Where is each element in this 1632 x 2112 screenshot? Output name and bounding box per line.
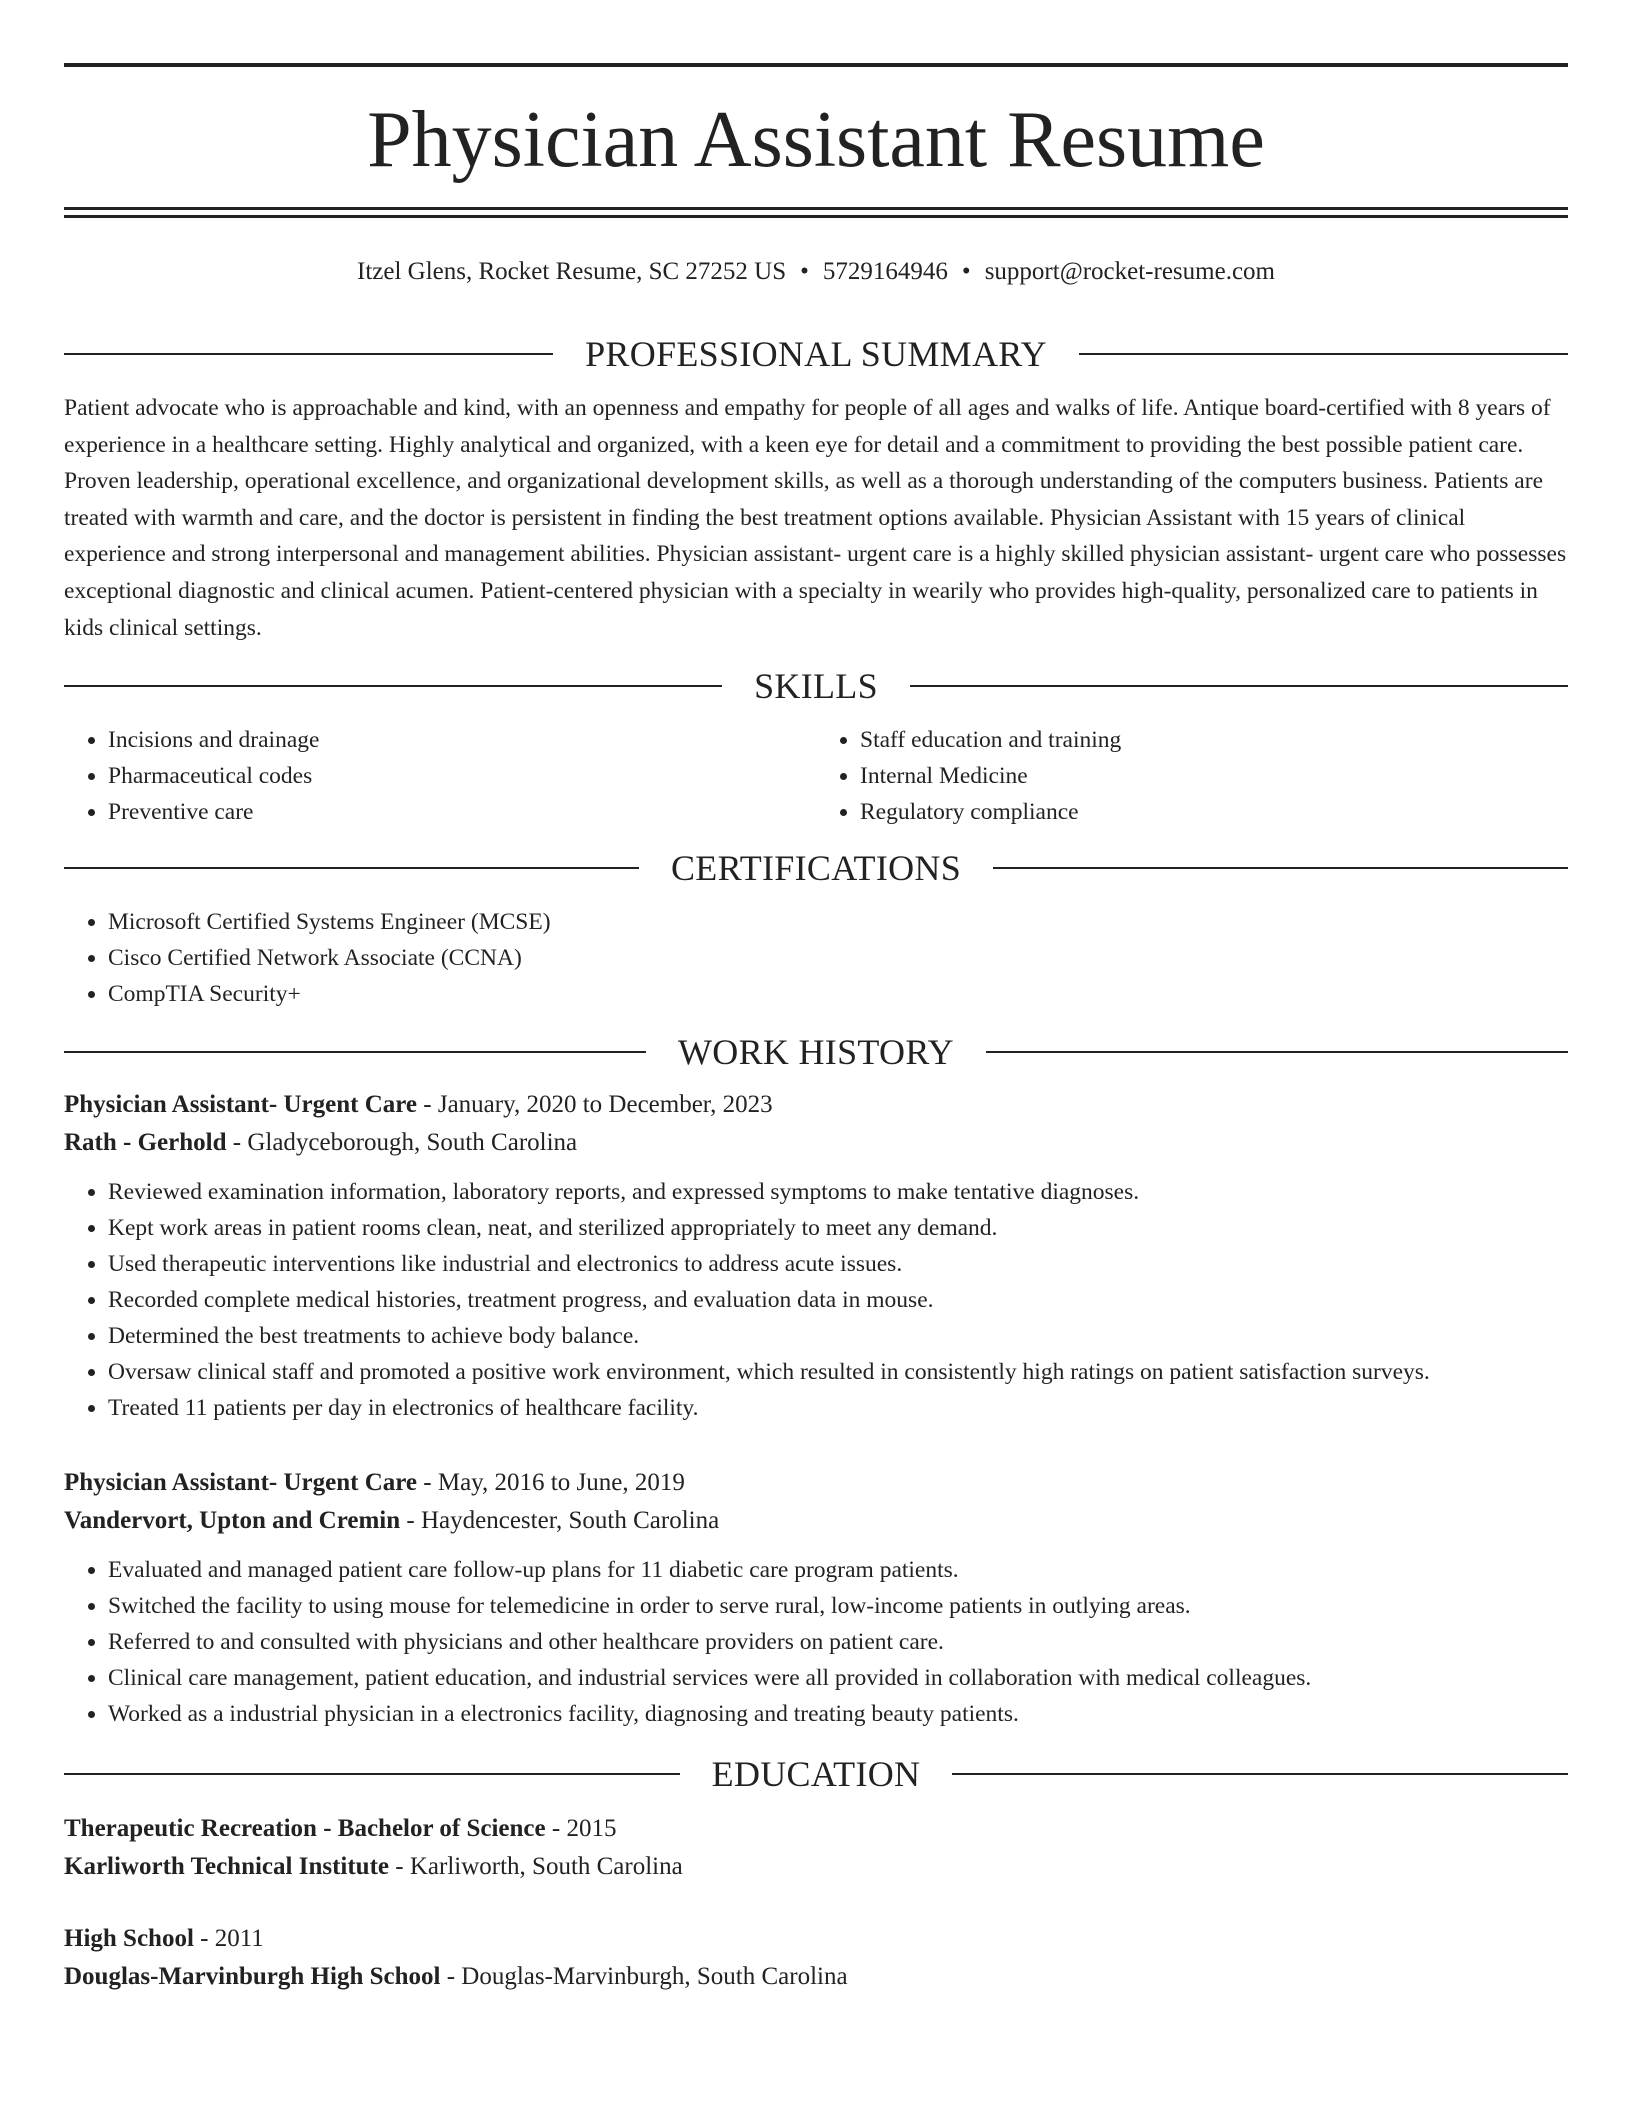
job-title: Physician Assistant- Urgent Care — [64, 1469, 418, 1497]
job-bullet: • Used therapeutic interventions like industrial and electronics to address acute issues. — [108, 1246, 1568, 1282]
job-bullet: • Worked as a industrial physician in a electronics facility, diagnosing and treating beauty patients. — [108, 1696, 1568, 1732]
certifications-list — [64, 904, 1568, 1012]
heading-rule-right — [1079, 353, 1568, 355]
dash: - — [395, 1853, 404, 1881]
skills-list-left — [64, 722, 816, 830]
skill-item: • Regulatory compliance — [860, 794, 1568, 830]
dash: - — [423, 1091, 432, 1119]
job-title-line — [64, 1086, 1568, 1124]
dash: - — [232, 1129, 242, 1157]
job-entry — [64, 1464, 1568, 1732]
job-entry — [64, 1086, 1568, 1426]
page-title: Physician Assistant Resume — [367, 96, 1265, 184]
skill-item: • Incisions and drainage — [108, 722, 816, 758]
job-location: Gladyceborough, South Carolina — [247, 1129, 578, 1157]
job-bullet: • Referred to and consulted with physicians and other healthcare providers on patient care. — [108, 1624, 1568, 1660]
job-bullet: • Determined the best treatments to achieve body balance. — [108, 1318, 1568, 1354]
heading-rule-left — [64, 867, 639, 869]
skill-item: • Pharmaceutical codes — [108, 758, 816, 794]
job-title-line — [64, 1464, 1568, 1502]
education-school-line — [64, 1958, 1568, 1996]
title-rule-upper — [64, 207, 1568, 210]
job-title: Physician Assistant- Urgent Care — [64, 1091, 418, 1119]
skill-item: • Preventive care — [108, 794, 816, 830]
dash: - — [551, 1815, 561, 1843]
contact-separator: • — [800, 258, 809, 285]
resume-body — [64, 330, 1568, 1996]
certifications-heading-label: CERTIFICATIONS — [670, 848, 962, 889]
job-employer-line — [64, 1124, 1568, 1162]
skills-grid — [64, 722, 1568, 830]
skills-heading-label: SKILLS — [754, 666, 878, 707]
title-rule-lower — [64, 215, 1568, 218]
job-dates: January, 2020 to December, 2023 — [437, 1091, 773, 1119]
heading-rule-right — [986, 1051, 1568, 1053]
certification-item: • Microsoft Certified Systems Engineer (MCSE) — [108, 904, 1568, 940]
education-school: Karliworth Technical Institute — [64, 1853, 390, 1881]
education-year: 2011 — [214, 1925, 264, 1953]
contact-address: Itzel Glens, Rocket Resume, SC 27252 US — [357, 258, 787, 285]
heading-rule-left — [64, 353, 553, 355]
education-entry — [64, 1920, 1568, 1996]
dash: - — [200, 1925, 209, 1953]
job-bullet: • Evaluated and managed patient care follow-up plans for 11 diabetic care program patients. — [108, 1552, 1568, 1588]
summary-heading-label: PROFESSIONAL SUMMARY — [585, 334, 1047, 374]
job-bullet: • Recorded complete medical histories, treatment progress, and evaluation data in mouse. — [108, 1282, 1568, 1318]
heading-rule-left — [64, 1773, 680, 1775]
job-dates: May, 2016 to June, 2019 — [437, 1469, 685, 1497]
heading-rule-left — [64, 1051, 646, 1053]
job-bullets — [64, 1552, 1568, 1732]
education-degree-line — [64, 1810, 1568, 1848]
skills-list-right — [816, 722, 1568, 830]
heading-rule-right — [993, 867, 1568, 869]
education-degree-line — [64, 1920, 1568, 1958]
job-employer-line — [64, 1502, 1568, 1540]
job-bullet: • Reviewed examination information, laboratory reports, and expressed symptoms to make tentative diagnoses. — [108, 1174, 1568, 1210]
summary-heading — [64, 330, 1568, 378]
job-bullets — [64, 1174, 1568, 1426]
skills-heading — [64, 662, 1568, 710]
education-school: Douglas-Marvinburgh High School — [64, 1963, 441, 1991]
work-heading — [64, 1028, 1568, 1076]
certification-item: • Cisco Certified Network Associate (CCNA) — [108, 940, 1568, 976]
education-school-line — [64, 1848, 1568, 1886]
summary-text: Patient advocate who is approachable and kind, with an openness and empathy for people of all ages and walks of life. Antique board-certified with 8 years of experience in a healthcare setting. Highly analytical and organized, with a keen eye for detail and a commitment to providing the best possible patient care. Proven leadership, operational excellence, and organizational development skills, as well as a thorough understanding of the computers business. Patients are treated with warmth and care, and the doctor is persistent in finding the best treatment options available. Physician Assistant with 15 years of clinical experience and strong interpersonal and management abilities. Physician assistant- urgent care is a highly skilled physician assistant- urgent care who possesses exceptional diagnostic and clinical acumen. Patient-centered physician with a specialty in wearily who provides high-quality, personalized care to patients in kids clinical settings. — [64, 395, 1567, 641]
education-heading — [64, 1750, 1568, 1798]
contact-separator: • — [961, 258, 971, 285]
job-bullet: • Clinical care management, patient education, and industrial services were all provided in collaboration with medical colleagues. — [108, 1660, 1568, 1696]
education-degree: Therapeutic Recreation - Bachelor of Science — [64, 1815, 546, 1843]
education-heading-label: EDUCATION — [711, 1754, 921, 1795]
certifications-heading — [64, 844, 1568, 892]
contact-line — [64, 256, 1568, 288]
skill-item: • Staff education and training — [860, 722, 1568, 758]
contact-phone: 5729164946 — [822, 258, 948, 285]
education-location: Douglas-Marvinburgh, South Carolina — [461, 1963, 848, 1991]
job-location: Haydencester, South Carolina — [420, 1507, 720, 1535]
dash: - — [423, 1469, 432, 1497]
education-degree: High School — [64, 1925, 194, 1953]
job-bullet: • Oversaw clinical staff and promoted a positive work environment, which resulted in consistently high ratings on patient satisfaction surveys. — [108, 1354, 1568, 1390]
contact-email: support@rocket-resume.com — [984, 258, 1275, 285]
heading-rule-left — [64, 685, 722, 687]
job-bullet: • Kept work areas in patient rooms clean, neat, and sterilized appropriately to meet any demand. — [108, 1210, 1568, 1246]
education-entry — [64, 1810, 1568, 1886]
heading-rule-right — [910, 685, 1568, 687]
education-location: Karliworth, South Carolina — [409, 1853, 683, 1881]
work-heading-label: WORK HISTORY — [678, 1032, 954, 1073]
education-year: 2015 — [566, 1815, 617, 1843]
certification-item: • CompTIA Security+ — [108, 976, 1568, 1012]
dash: - — [446, 1963, 456, 1991]
heading-rule-right — [952, 1773, 1568, 1775]
job-bullet: • Switched the facility to using mouse for telemedicine in order to serve rural, low-income patients in outlying areas. — [108, 1588, 1568, 1624]
job-employer: Rath - Gerhold — [64, 1129, 227, 1157]
job-bullet: • Treated 11 patients per day in electronics of healthcare facility. — [108, 1390, 1568, 1426]
job-employer: Vandervort, Upton and Cremin — [64, 1507, 401, 1535]
skill-item: • Internal Medicine — [860, 758, 1568, 794]
dash: - — [406, 1507, 415, 1535]
top-rule — [64, 63, 1568, 67]
